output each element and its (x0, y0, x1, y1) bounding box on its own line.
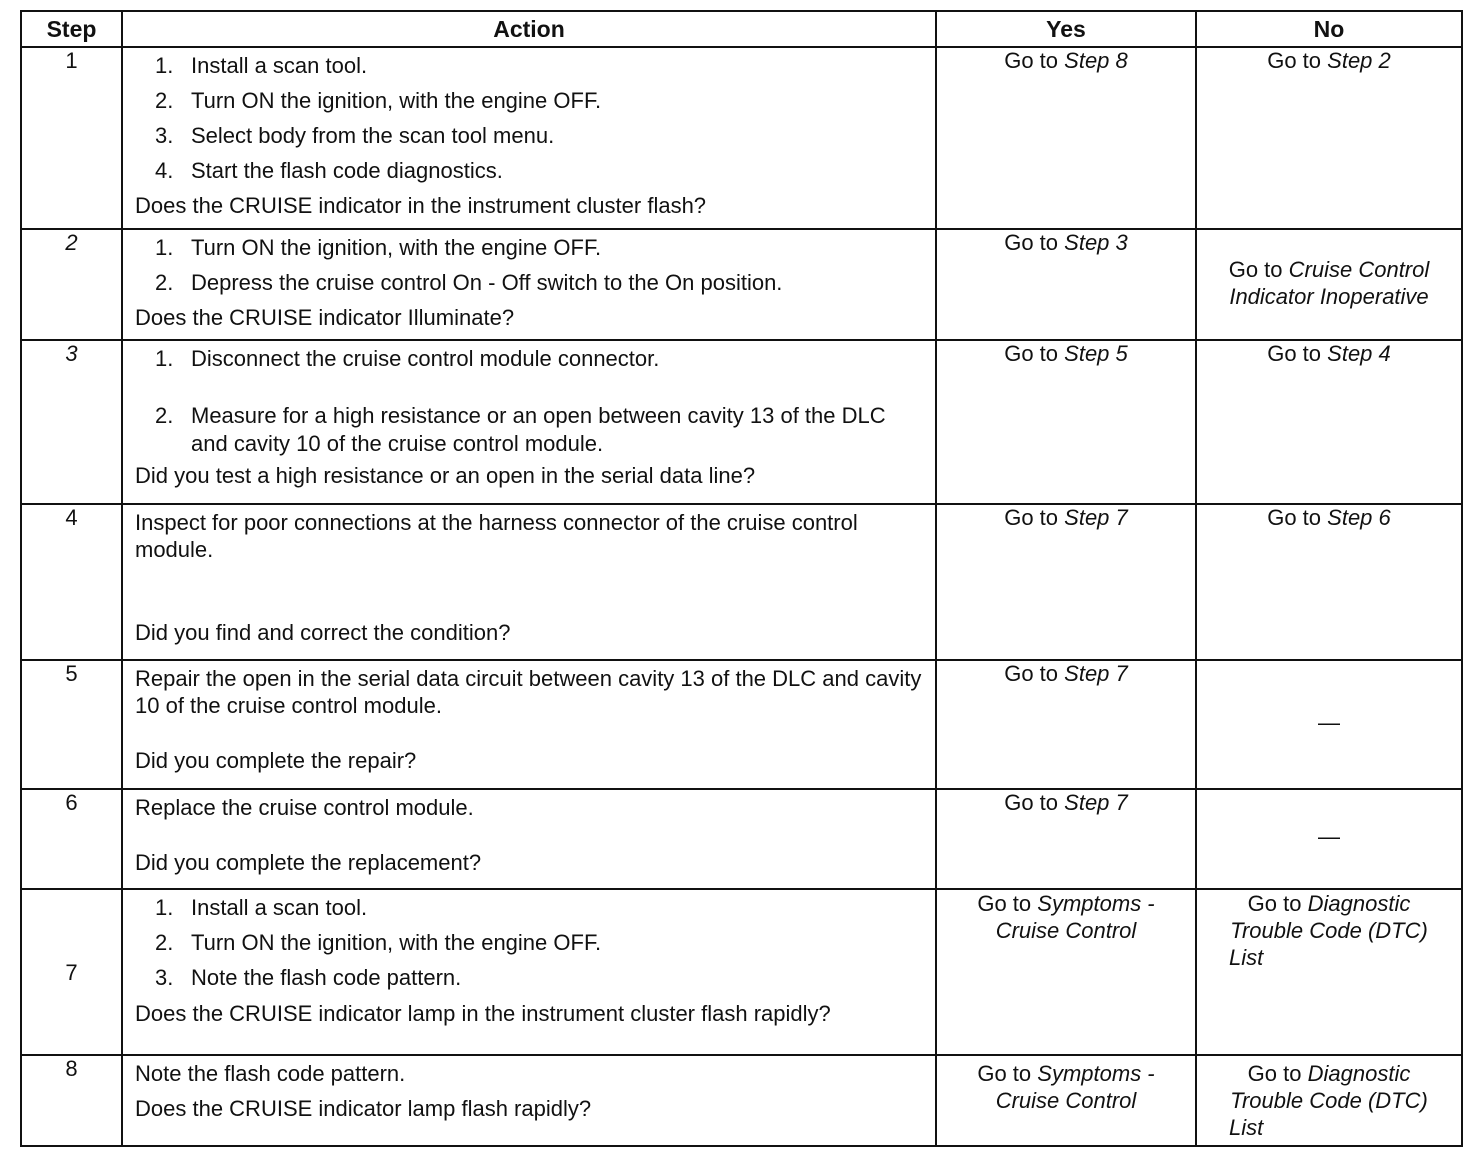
section-link[interactable]: Cruise Control (995, 918, 1137, 943)
yes-cell[interactable]: Go to Symptoms - Cruise Control (936, 889, 1196, 1055)
question-text: Did you find and correct the condition? (135, 620, 511, 645)
step-number: 1 (21, 47, 122, 229)
question-text: Does the CRUISE indicator Illuminate? (135, 305, 515, 330)
question-text: Does the CRUISE indicator lamp in the instrument cluster flash rapidly? (135, 1001, 831, 1026)
no-cell[interactable]: Go to Cruise Control Indicator Inoperative (1196, 229, 1462, 340)
step-number: 2 (21, 229, 122, 340)
list-item: 4. Start the flash code diagnostics. (155, 158, 503, 183)
list-item: 1. Disconnect the cruise control module connector. (155, 346, 660, 371)
yes-cell[interactable]: Go to Step 3 (936, 229, 1196, 340)
section-link[interactable]: Diagnostic (1307, 891, 1411, 916)
yes-cell[interactable]: Go to Step 5 (936, 340, 1196, 504)
section-link[interactable]: Diagnostic (1307, 1061, 1411, 1086)
step-link[interactable]: Step 4 (1327, 341, 1391, 366)
table-row (21, 660, 1462, 789)
action-cell (122, 660, 936, 789)
question-text: Does the CRUISE indicator lamp flash rapidly? (135, 1096, 592, 1121)
action-text: Replace the cruise control module. (135, 795, 474, 820)
list-item: 2. Depress the cruise control On - Off switch to the On position. (155, 270, 783, 295)
header-step: Step (21, 11, 122, 47)
step-link[interactable]: Step 8 (1064, 48, 1128, 73)
section-link[interactable]: Indicator Inoperative (1229, 283, 1429, 309)
header-no: No (1196, 11, 1462, 47)
list-item: 1. Turn ON the ignition, with the engine OFF. (155, 235, 602, 260)
action-cell (122, 789, 936, 889)
yes-cell[interactable]: Go to Step 7 (936, 789, 1196, 889)
step-link[interactable]: Step 7 (1064, 505, 1128, 530)
action-cell (122, 889, 936, 1055)
list-item: 2. Measure for a high resistance or an open between cavity 13 of the DLC and cavity 10 of the cruise control module. (155, 403, 886, 456)
no-cell[interactable]: Go to Step 2 (1196, 47, 1462, 229)
no-cell[interactable]: Go to Step 4 (1196, 340, 1462, 504)
action-cell (122, 47, 936, 229)
question-text: Did you complete the replacement? (135, 850, 482, 875)
no-cell[interactable]: Go to Diagnostic Trouble Code (DTC) List (1196, 1055, 1462, 1146)
list-item: 3. Note the flash code pattern. (155, 965, 462, 990)
diagnostic-table (20, 10, 1463, 1147)
step-number: 5 (21, 660, 122, 789)
section-link[interactable]: Symptoms - (1037, 1061, 1155, 1086)
section-link[interactable]: Cruise Control (995, 1088, 1137, 1113)
yes-cell[interactable]: Go to Symptoms - Cruise Control (936, 1055, 1196, 1146)
no-cell[interactable]: Go to Diagnostic Trouble Code (DTC) List (1196, 889, 1462, 1055)
section-link[interactable]: Cruise Control (1288, 256, 1430, 282)
no-cell-dash: — (1196, 660, 1462, 789)
section-link[interactable]: List (1229, 945, 1264, 970)
step-link[interactable]: Step 7 (1064, 661, 1128, 686)
question-text: Did you test a high resistance or an open in the serial data line? (135, 463, 756, 488)
step-number: 8 (21, 1055, 122, 1146)
list-item: 1. Install a scan tool. (155, 895, 368, 920)
section-link[interactable]: Symptoms - (1037, 891, 1155, 916)
yes-cell[interactable]: Go to Step 8 (936, 47, 1196, 229)
table-row (21, 889, 1462, 1055)
action-text: Repair the open in the serial data circuit between cavity 13 of the DLC and cavity 10 of the cruise control module. (135, 666, 922, 718)
step-number: 7 (21, 889, 122, 1055)
list-item: 1. Install a scan tool. (155, 53, 368, 78)
table-row (21, 789, 1462, 889)
step-link[interactable]: Step 6 (1327, 505, 1391, 530)
step-number: 3 (21, 340, 122, 504)
yes-cell[interactable]: Go to Step 7 (936, 660, 1196, 789)
step-number: 6 (21, 789, 122, 889)
step-link[interactable]: Step 2 (1327, 48, 1391, 73)
yes-cell[interactable]: Go to Step 7 (936, 504, 1196, 660)
question-text: Does the CRUISE indicator in the instrument cluster flash? (135, 193, 707, 218)
step-link[interactable]: Step 5 (1064, 341, 1128, 366)
header-action: Action (122, 11, 936, 47)
header-row (21, 11, 1462, 47)
action-cell (122, 340, 936, 504)
no-cell[interactable]: Go to Step 6 (1196, 504, 1462, 660)
action-text: Inspect for poor connections at the harness connector of the cruise control module. (135, 510, 858, 562)
step-number: 4 (21, 504, 122, 660)
action-cell (122, 1055, 936, 1146)
table-row (21, 1055, 1462, 1146)
question-text: Did you complete the repair? (135, 748, 417, 773)
list-item: 3. Select body from the scan tool menu. (155, 123, 555, 148)
section-link[interactable]: List (1229, 1115, 1264, 1140)
list-item: 2. Turn ON the ignition, with the engine OFF. (155, 930, 602, 955)
list-item: 2. Turn ON the ignition, with the engine OFF. (155, 88, 602, 113)
table-row (21, 340, 1462, 504)
no-cell-dash: — (1196, 789, 1462, 889)
section-link[interactable]: Trouble Code (DTC) (1230, 1088, 1428, 1113)
table-row (21, 229, 1462, 340)
step-link[interactable]: Step 3 (1064, 230, 1128, 255)
table-row (21, 47, 1462, 229)
action-cell (122, 504, 936, 660)
action-text: Note the flash code pattern. (135, 1061, 406, 1086)
action-cell (122, 229, 936, 340)
header-yes: Yes (936, 11, 1196, 47)
section-link[interactable]: Trouble Code (DTC) (1230, 918, 1428, 943)
table-row (21, 504, 1462, 660)
step-link[interactable]: Step 7 (1064, 790, 1128, 815)
